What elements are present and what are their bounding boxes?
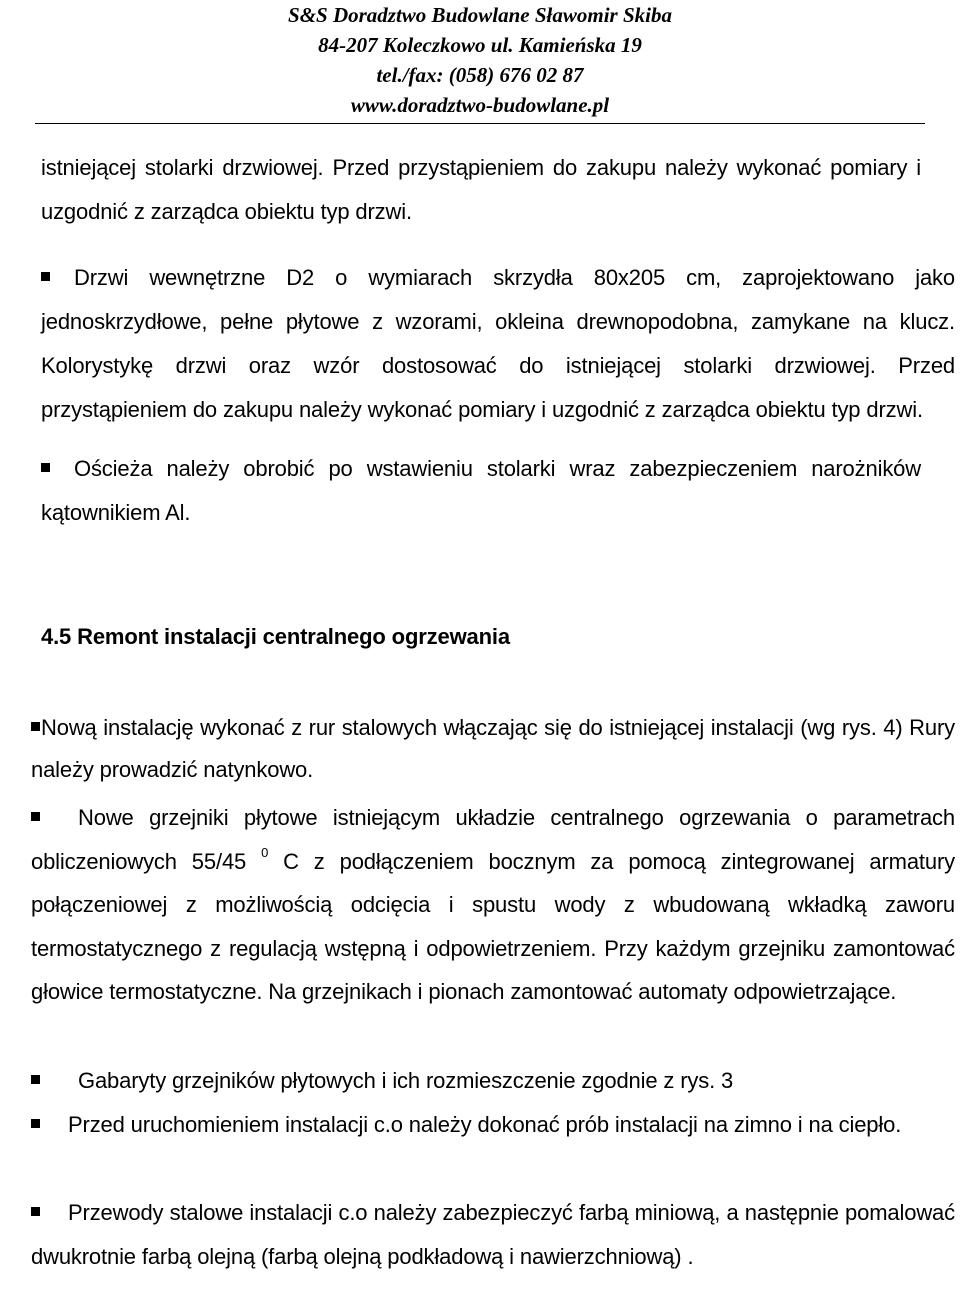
- bullet-text: Przewody stalowe instalacji c.o należy zabezpieczyć farbą miniową, a następnie pomalować dwukrotnie farbą olejną (farbą olejną podkładową i nawierzchniową) .: [31, 1200, 955, 1269]
- company-address: 84-207 Koleczkowo ul. Kamieńska 19: [318, 33, 642, 57]
- bullet-marker-icon: [31, 1207, 40, 1216]
- bullet-item-pipes: [31, 1191, 955, 1279]
- bullet-item-radiators: [31, 796, 955, 1014]
- bullet-marker-icon: [41, 463, 50, 472]
- bullet-text: Gabaryty grzejników płytowych i ich rozmieszczenie zgodnie z rys. 3: [78, 1068, 734, 1093]
- company-phone: tel./fax: (058) 676 02 87: [376, 63, 584, 87]
- degree-superscript: 0: [261, 844, 269, 860]
- bullet-marker-icon: [31, 722, 40, 731]
- company-name: S&S Doradztwo Budowlane Sławomir Skiba: [288, 3, 672, 27]
- bullet-text: Nową instalację wykonać z rur stalowych włączając się do istniejącej instalacji (wg rys. 4) Rury należy prowadzić natynkowo.: [31, 715, 955, 782]
- bullet-item-radiator-sizes: [31, 1059, 955, 1103]
- company-website: www.doradztwo-budowlane.pl: [350, 93, 610, 117]
- page-header: [0, 0, 960, 120]
- bullet-text-part1: Nowe grzejniki płytowe istniejącym układzie centralnego ogrzewania o parametrach obliczeniowych 55/45: [31, 805, 955, 874]
- bullet-text-part2: C z podłączeniem bocznym za pomocą zintegrowanej armatury połączeniowej z możliwością odcięcia i spustu wody z wbudowaną wkładką zaworu termostatycznego z regulacją wstępną i odpowietrzeniem. Przy każdym grzejniku zamontować głowice termostatyczne. Na grzejnikach i pionach zamontować automaty odpowietrzające.: [31, 848, 955, 1004]
- bullet-marker-icon: [41, 272, 50, 281]
- bullet-item-door-d2: [41, 256, 955, 432]
- bullet-text: Ościeża należy obrobić po wstawieniu stolarki wraz zabezpieczeniem narożników kątownikiem Al.: [41, 456, 921, 525]
- bullet-marker-icon: [31, 812, 40, 821]
- header-divider: [35, 123, 925, 124]
- bullet-marker-icon: [31, 1119, 40, 1128]
- bullet-text: Drzwi wewnętrzne D2 o wymiarach skrzydła 80x205 cm, zaprojektowano jako jednoskrzydłowe, pełne płytowe z wzorami, okleina drewnopodobna, zamykane na klucz. Kolorystykę drzwi oraz wzór dostosować do istniejącej stolarki drzwiowej. Przed przystąpieniem do zakupu należy wykonać pomiary i uzgodnić z zarządca obiektu typ drzwi.: [41, 265, 955, 422]
- paragraph-continuation: istniejącej stolarki drzwiowej. Przed przystąpieniem do zakupu należy wykonać pomiary i uzgodnić z zarządca obiektu typ drzwi.: [41, 155, 921, 224]
- bullet-text: Przed uruchomieniem instalacji c.o należy dokonać prób instalacji na zimno i na ciepło.: [68, 1112, 902, 1137]
- bullet-item-door-frame: [41, 447, 921, 535]
- section-title: 4.5 Remont instalacji centralnego ogrzewania: [41, 624, 510, 649]
- bullet-marker-icon: [31, 1075, 40, 1084]
- bullet-item-tests: [31, 1103, 955, 1147]
- bullet-item-new-installation: [31, 707, 955, 791]
